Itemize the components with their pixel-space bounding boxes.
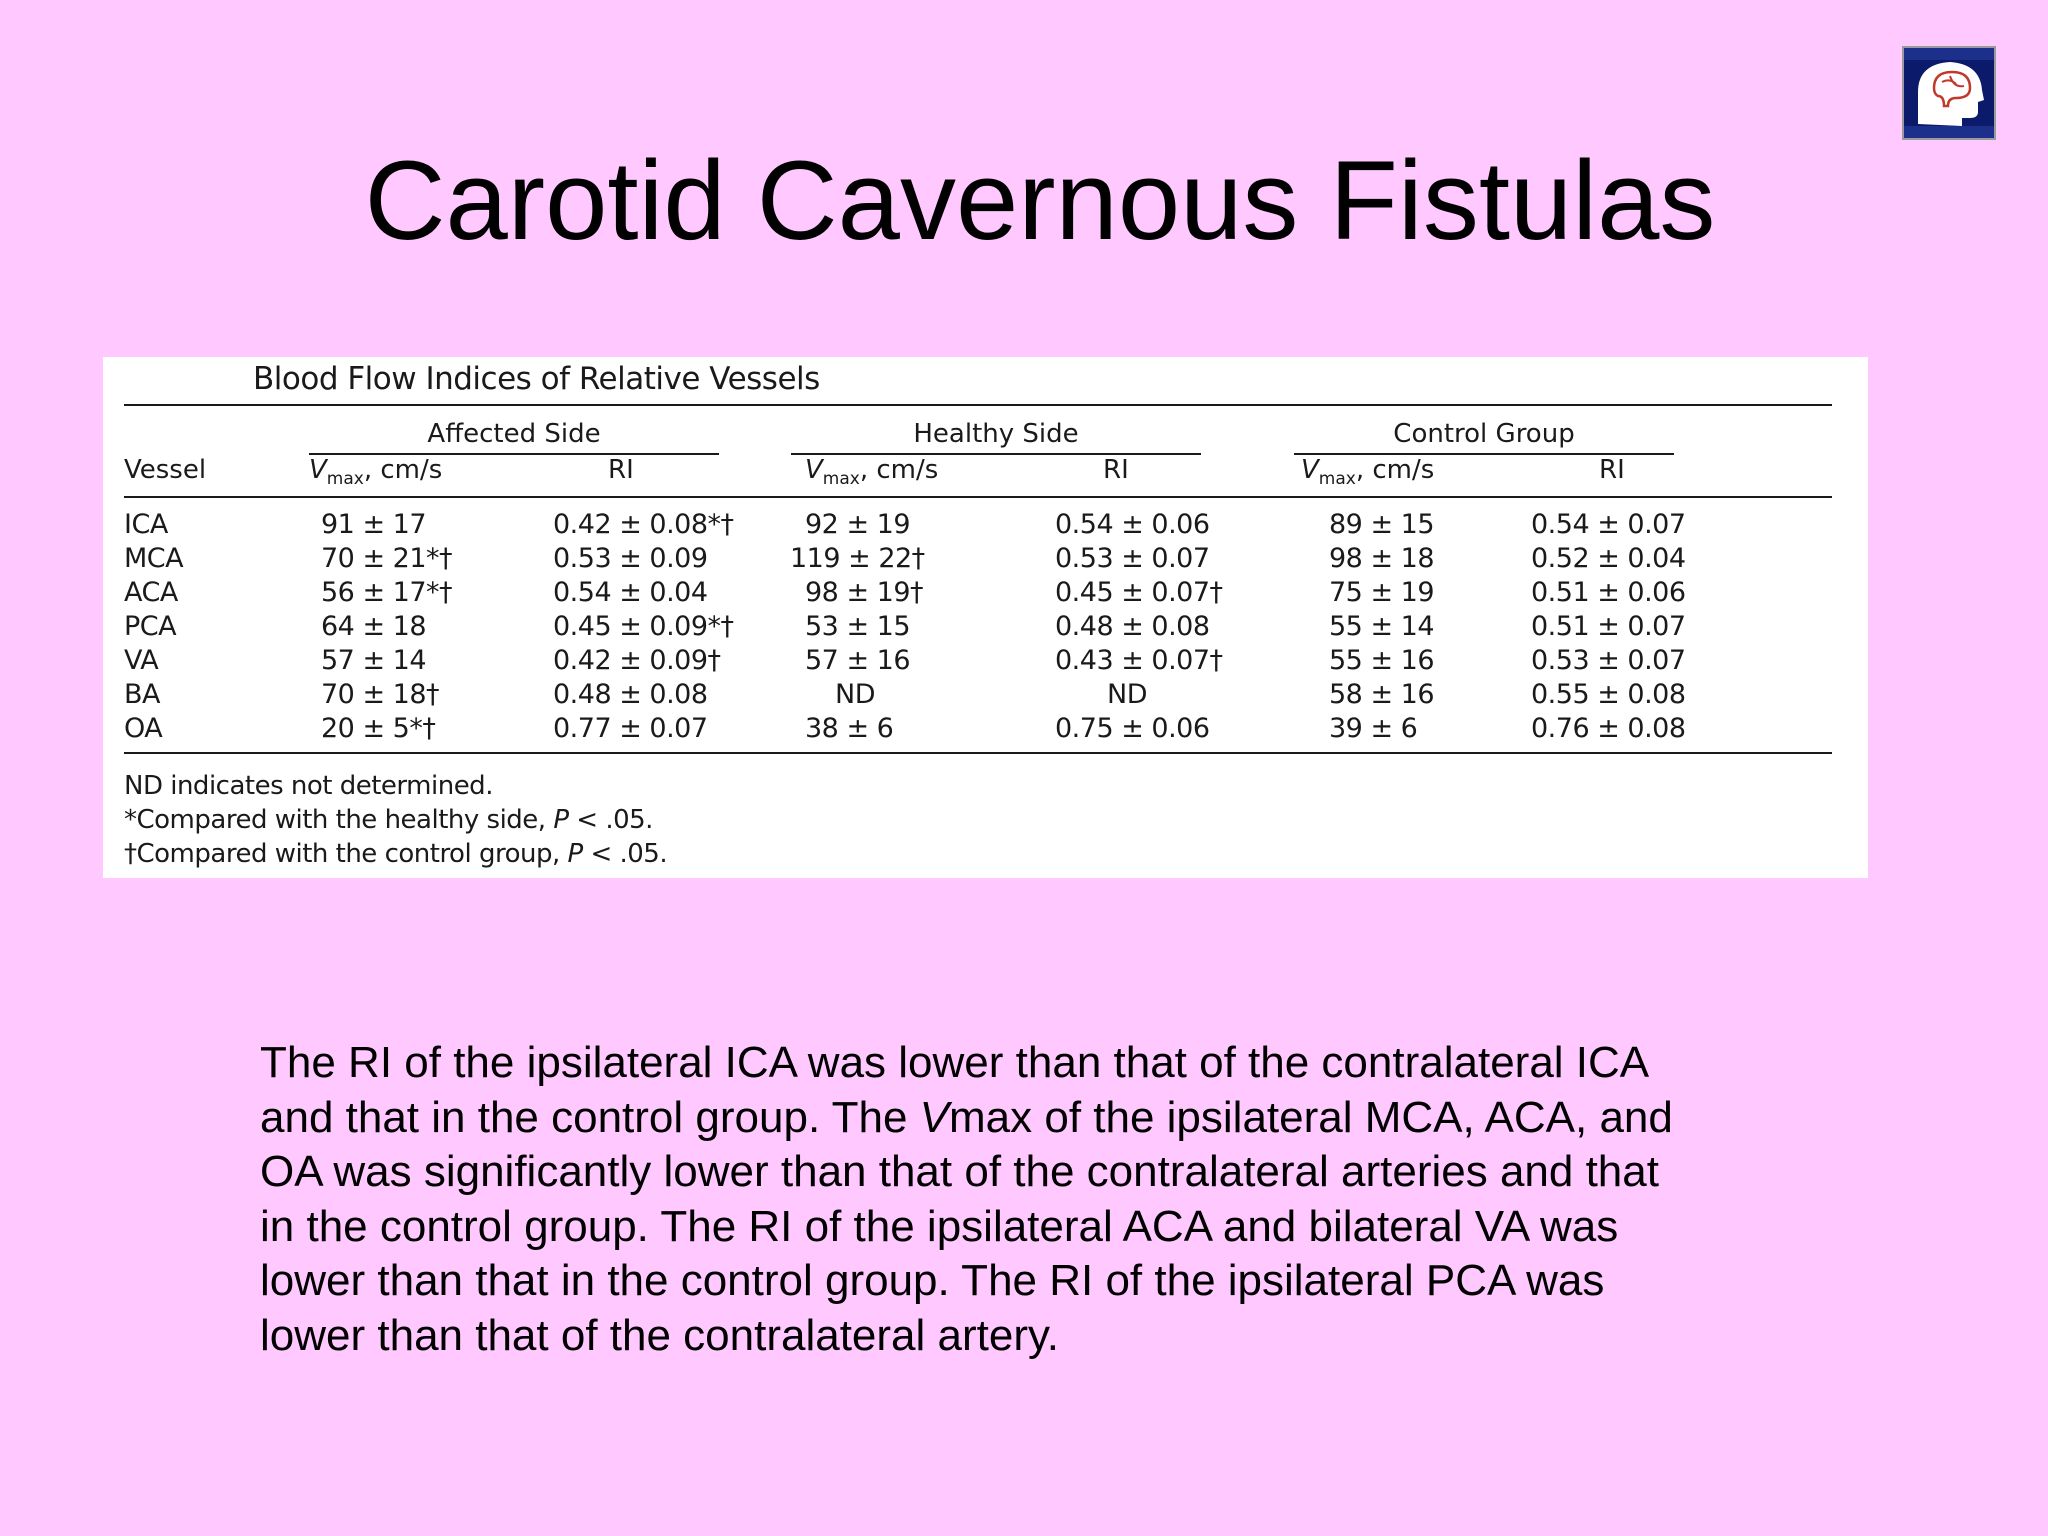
table-cell: 0.53 ± 0.09 [553, 543, 708, 574]
table-cell: 0.48 ± 0.08 [553, 679, 708, 710]
table-cell: 98 ± 19† [805, 577, 924, 608]
table-cell: 70 ± 21*† [321, 543, 453, 574]
table-cell: 57 ± 16 [805, 645, 911, 676]
summary-line: in the control group. The RI of the ipsilateral ACA and bilateral VA was [260, 1201, 1619, 1251]
col-ri-control: RI [1599, 455, 1625, 485]
table-cell: OA [124, 713, 163, 744]
slide-title: Carotid Cavernous Fistulas [364, 138, 1716, 263]
table-cell: 0.54 ± 0.06 [1055, 509, 1210, 540]
summary-line: The RI of the ipsilateral ICA was lower than that of the contralateral ICA [260, 1038, 1650, 1087]
table-cell: VA [124, 645, 159, 676]
table-cell: 0.54 ± 0.04 [553, 577, 708, 608]
table-cell: 39 ± 6 [1329, 713, 1418, 744]
table-cell: 0.51 ± 0.07 [1531, 611, 1686, 642]
col-ri-healthy: RI [1103, 455, 1129, 485]
table-cell: 0.53 ± 0.07 [1531, 645, 1686, 676]
summary-line: lower than that of the contralateral artery. [260, 1310, 1059, 1360]
summary-line: lower than that in the control group. The RI of the ipsilateral PCA was [260, 1256, 1605, 1305]
table-cell: MCA [124, 543, 184, 574]
col-vmax-control: $V_{max}$, cm/s [1301, 455, 1435, 489]
table-cell: 58 ± 16 [1329, 679, 1435, 710]
table-cell: 55 ± 16 [1329, 645, 1435, 676]
table-cell: 38 ± 6 [805, 713, 894, 744]
table-cell: 98 ± 18 [1329, 543, 1435, 574]
footnote-healthy: *Compared with the healthy side, P < .05. [124, 805, 653, 835]
col-vmax-healthy: $V_{max}$, cm/s [805, 455, 939, 489]
table-cell: 56 ± 17*† [321, 577, 453, 608]
footnote-nd: ND indicates not determined. [124, 771, 493, 801]
table-cell: 0.52 ± 0.04 [1531, 543, 1686, 574]
table-cell: 0.48 ± 0.08 [1055, 611, 1210, 642]
table-cell: 20 ± 5*† [321, 713, 436, 744]
table-cell: 64 ± 18 [321, 611, 427, 642]
table-cell: 119 ± 22† [790, 543, 925, 574]
col-ri-affected: RI [608, 455, 634, 485]
table-cell: 0.54 ± 0.07 [1531, 509, 1686, 540]
table-cell: 92 ± 19 [805, 509, 911, 540]
table-cell: 55 ± 14 [1329, 611, 1435, 642]
group-affected-side: Affected Side [427, 419, 601, 449]
table-cell: 0.45 ± 0.09*† [553, 611, 734, 642]
table-cell: 91 ± 17 [321, 509, 427, 540]
table-cell: ND [1107, 679, 1147, 710]
table-cell: 70 ± 18† [321, 679, 440, 710]
table-header-rule [124, 496, 1832, 498]
table-cell: BA [124, 679, 160, 710]
table-cell: 89 ± 15 [1329, 509, 1435, 540]
table-caption: Blood Flow Indices of Relative Vessels [253, 361, 820, 397]
table-cell: 53 ± 15 [805, 611, 911, 642]
col-vmax-affected: $V_{max}$, cm/s [309, 455, 443, 489]
table-cell: PCA [124, 611, 177, 642]
table-cell: ND [835, 679, 875, 710]
group-healthy-side: Healthy Side [913, 419, 1079, 449]
table-cell: 0.43 ± 0.07† [1055, 645, 1223, 676]
table-cell: 0.75 ± 0.06 [1055, 713, 1210, 744]
neurosurgery-logo-icon [1902, 46, 1996, 140]
table-top-rule [124, 404, 1832, 406]
summary-line: OA was significantly lower than that of the contralateral arteries and that [260, 1147, 1659, 1196]
table-cell: 0.76 ± 0.08 [1531, 713, 1686, 744]
blood-flow-table [103, 357, 1868, 878]
table-cell: 0.42 ± 0.09† [553, 645, 721, 676]
summary-paragraph [260, 1036, 1760, 1363]
table-cell: 0.55 ± 0.08 [1531, 679, 1686, 710]
table-cell: 0.45 ± 0.07† [1055, 577, 1223, 608]
table-cell: ICA [124, 509, 168, 540]
footnote-control: †Compared with the control group, P < .05. [124, 839, 668, 869]
col-vessel: Vessel [124, 455, 207, 485]
table-cell: 75 ± 19 [1329, 577, 1435, 608]
table-cell: 0.77 ± 0.07 [553, 713, 708, 744]
table-cell: 0.51 ± 0.06 [1531, 577, 1686, 608]
table-cell: 0.53 ± 0.07 [1055, 543, 1210, 574]
table-bottom-rule [124, 752, 1832, 754]
table-cell: 57 ± 14 [321, 645, 427, 676]
summary-line: and that in the control group. The Vmax of the ipsilateral MCA, ACA, and [260, 1092, 1673, 1142]
table-cell: 0.42 ± 0.08*† [553, 509, 734, 540]
group-control-group: Control Group [1393, 419, 1575, 449]
table-cell: ACA [124, 577, 178, 608]
